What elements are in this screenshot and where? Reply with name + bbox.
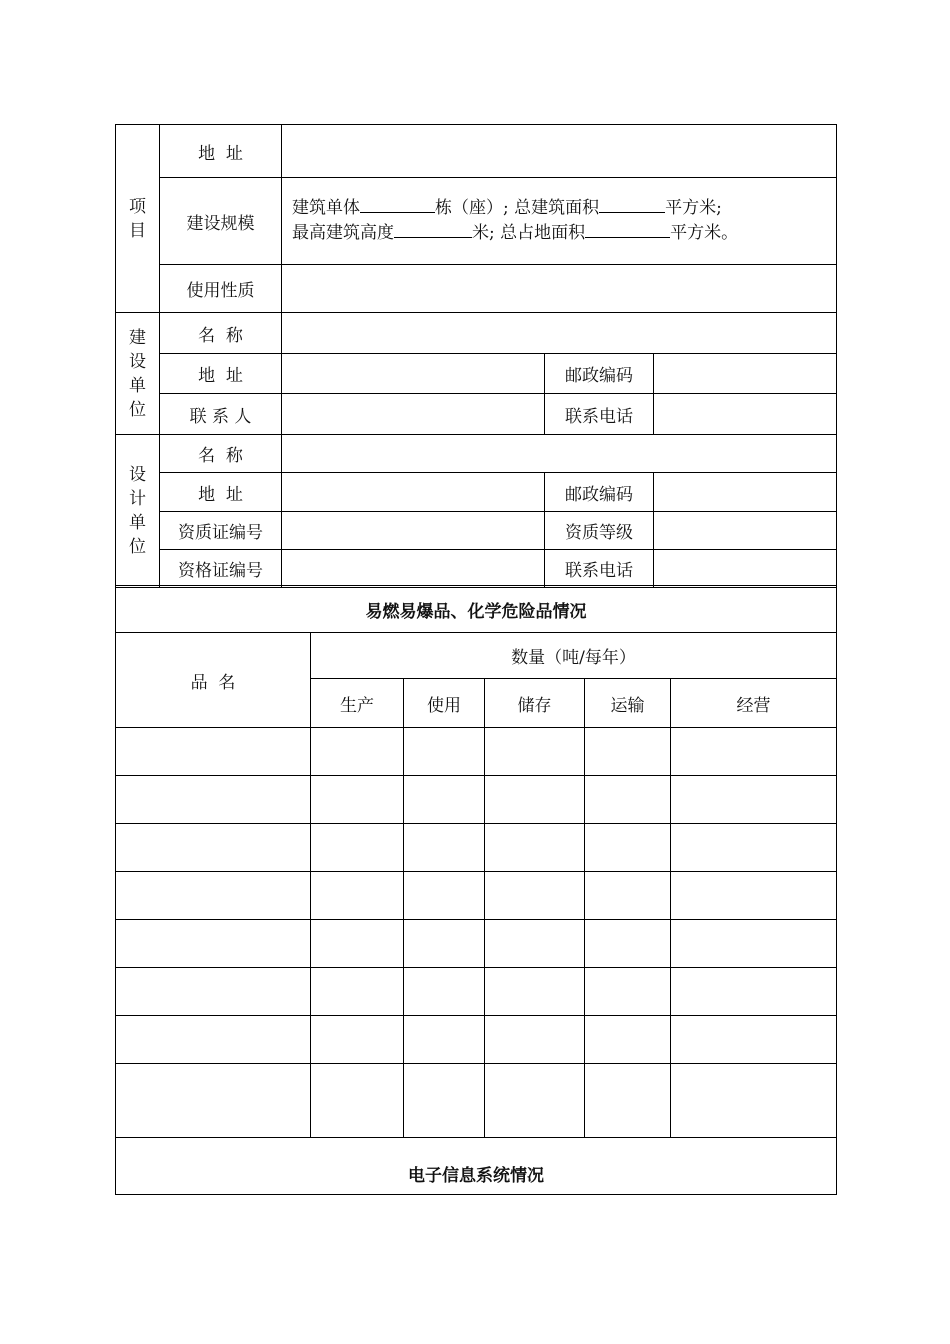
du-name-label: 名 称 xyxy=(160,435,282,473)
quantity-header: 数量（吨/每年） xyxy=(311,633,837,679)
quantity-cell[interactable] xyxy=(485,1016,585,1064)
quantity-cell[interactable] xyxy=(671,1016,837,1064)
hazmat-table xyxy=(115,585,837,1195)
du-name-field[interactable] xyxy=(282,435,837,473)
du-qual-cert-label: 资质证编号 xyxy=(160,512,282,550)
quantity-cell[interactable] xyxy=(585,1016,671,1064)
table-row xyxy=(116,1064,837,1138)
total-floor-area-blank[interactable] xyxy=(599,196,665,213)
quantity-cell[interactable] xyxy=(311,776,404,824)
quantity-cell[interactable] xyxy=(485,920,585,968)
du-qual-cert-field[interactable] xyxy=(282,512,545,550)
project-address-label: 地 址 xyxy=(160,125,282,178)
quantity-cell[interactable] xyxy=(671,872,837,920)
quantity-cell[interactable] xyxy=(585,824,671,872)
table-row xyxy=(116,1016,837,1064)
du-address-field[interactable] xyxy=(282,473,545,512)
item-name-cell[interactable] xyxy=(116,1016,311,1064)
table-row xyxy=(116,920,837,968)
quantity-cell[interactable] xyxy=(585,872,671,920)
electronic-section-title: 电子信息系统情况 xyxy=(116,1138,837,1195)
cu-contact-label: 联 系 人 xyxy=(160,394,282,435)
col-storage-header: 储存 xyxy=(485,679,585,728)
quantity-cell[interactable] xyxy=(485,728,585,776)
quantity-cell[interactable] xyxy=(404,776,485,824)
quantity-cell[interactable] xyxy=(671,920,837,968)
quantity-cell[interactable] xyxy=(404,920,485,968)
quantity-cell[interactable] xyxy=(671,776,837,824)
quantity-cell[interactable] xyxy=(404,872,485,920)
cu-address-field[interactable] xyxy=(282,354,545,394)
cu-name-field[interactable] xyxy=(282,313,837,354)
cu-name-label: 名 称 xyxy=(160,313,282,354)
scale-line-1: 建筑单体 栋（座）; 总建筑面积 平方米; xyxy=(292,198,722,218)
quantity-cell[interactable] xyxy=(311,728,404,776)
quantity-cell[interactable] xyxy=(311,824,404,872)
design-unit-group-label: 设计单位 xyxy=(116,435,160,588)
quantity-cell[interactable] xyxy=(311,968,404,1016)
quantity-cell[interactable] xyxy=(671,728,837,776)
hazmat-rows xyxy=(116,728,837,1138)
col-transport-header: 运输 xyxy=(585,679,671,728)
quantity-cell[interactable] xyxy=(311,1064,404,1138)
table-row xyxy=(116,776,837,824)
total-land-area-blank[interactable] xyxy=(585,221,670,238)
col-production-header: 生产 xyxy=(311,679,404,728)
quantity-cell[interactable] xyxy=(404,1016,485,1064)
cu-phone-label: 联系电话 xyxy=(545,394,654,435)
table-row xyxy=(116,872,837,920)
construction-scale-label: 建设规模 xyxy=(160,178,282,265)
du-address-label: 地 址 xyxy=(160,473,282,512)
quantity-cell[interactable] xyxy=(404,824,485,872)
col-use-header: 使用 xyxy=(404,679,485,728)
cu-postcode-label: 邮政编码 xyxy=(545,354,654,394)
quantity-cell[interactable] xyxy=(671,968,837,1016)
quantity-cell[interactable] xyxy=(404,728,485,776)
quantity-cell[interactable] xyxy=(485,968,585,1016)
table-row xyxy=(116,728,837,776)
hazmat-section-title: 易燃易爆品、化学危险品情况 xyxy=(116,586,837,633)
du-license-cert-field[interactable] xyxy=(282,550,545,588)
quantity-cell[interactable] xyxy=(485,872,585,920)
quantity-cell[interactable] xyxy=(311,872,404,920)
du-phone-field[interactable] xyxy=(654,550,837,588)
col-operation-header: 经营 xyxy=(671,679,837,728)
du-postcode-field[interactable] xyxy=(654,473,837,512)
quantity-cell[interactable] xyxy=(404,968,485,1016)
quantity-cell[interactable] xyxy=(585,968,671,1016)
project-address-field[interactable] xyxy=(282,125,837,178)
quantity-cell[interactable] xyxy=(485,1064,585,1138)
quantity-cell[interactable] xyxy=(311,920,404,968)
item-name-cell[interactable] xyxy=(116,1064,311,1138)
du-license-cert-label: 资格证编号 xyxy=(160,550,282,588)
quantity-cell[interactable] xyxy=(311,1016,404,1064)
quantity-cell[interactable] xyxy=(671,824,837,872)
cu-phone-field[interactable] xyxy=(654,394,837,435)
du-postcode-label: 邮政编码 xyxy=(545,473,654,512)
max-height-blank[interactable] xyxy=(394,221,472,238)
usage-field[interactable] xyxy=(282,265,837,313)
quantity-cell[interactable] xyxy=(404,1064,485,1138)
item-name-cell[interactable] xyxy=(116,824,311,872)
construction-unit-group-label: 建设单位 xyxy=(116,313,160,435)
quantity-cell[interactable] xyxy=(671,1064,837,1138)
du-qual-grade-field[interactable] xyxy=(654,512,837,550)
construction-scale-field[interactable] xyxy=(282,178,837,265)
project-info-table xyxy=(115,124,837,588)
project-group-label: 项目 xyxy=(116,125,160,313)
quantity-cell[interactable] xyxy=(585,776,671,824)
scale-line-2: 最高建筑高度 米; 总占地面积 平方米。 xyxy=(292,223,739,243)
quantity-cell[interactable] xyxy=(485,824,585,872)
building-count-blank[interactable] xyxy=(360,196,435,213)
table-row xyxy=(116,968,837,1016)
item-name-cell[interactable] xyxy=(116,776,311,824)
cu-postcode-field[interactable] xyxy=(654,354,837,394)
cu-address-label: 地 址 xyxy=(160,354,282,394)
item-name-cell[interactable] xyxy=(116,872,311,920)
quantity-cell[interactable] xyxy=(485,776,585,824)
item-name-cell[interactable] xyxy=(116,968,311,1016)
du-qual-grade-label: 资质等级 xyxy=(545,512,654,550)
quantity-cell[interactable] xyxy=(585,920,671,968)
cu-contact-field[interactable] xyxy=(282,394,545,435)
usage-label: 使用性质 xyxy=(160,265,282,313)
item-name-cell[interactable] xyxy=(116,728,311,776)
table-row xyxy=(116,824,837,872)
item-name-header: 品 名 xyxy=(116,633,311,728)
quantity-cell[interactable] xyxy=(585,1064,671,1138)
quantity-cell[interactable] xyxy=(585,728,671,776)
item-name-cell[interactable] xyxy=(116,920,311,968)
du-phone-label: 联系电话 xyxy=(545,550,654,588)
